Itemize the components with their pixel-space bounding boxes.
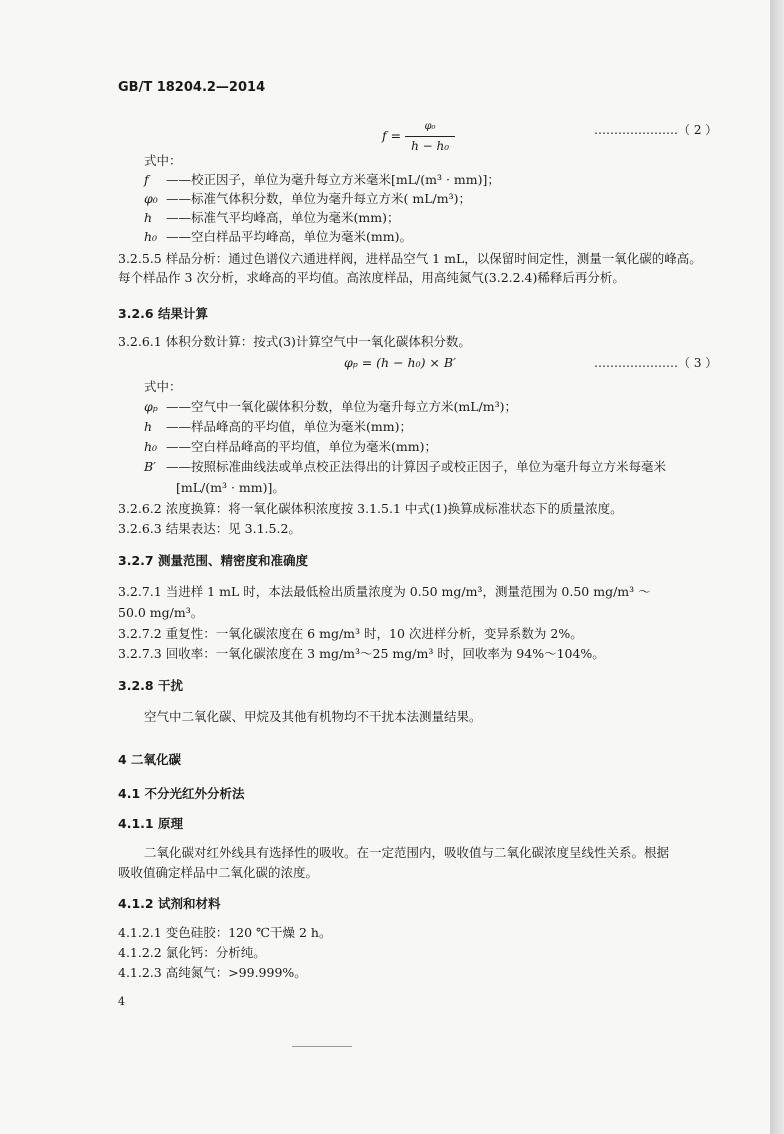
- heading-3-2-8: 3.2.8 干扰: [118, 678, 183, 693]
- heading-3-2-7: 3.2.7 测量范围、精密度和准确度: [118, 553, 308, 568]
- eq3-def-bprime-cont: [mL/(m³ · mm)]。: [176, 480, 285, 495]
- footer-rule: [292, 1046, 352, 1047]
- para-3-2-7-2: 3.2.7.2 重复性：一氧化碳浓度在 6 mg/m³ 时，10 次进样分析，变异系数为 2%。: [118, 626, 583, 641]
- heading-4-1-2: 4.1.2 试剂和材料: [118, 896, 221, 911]
- eq2-fraction: [405, 118, 455, 155]
- eq2-numerator: φ₀: [424, 121, 436, 132]
- heading-4-1-1: 4.1.1 原理: [118, 816, 183, 831]
- para-3-2-8: 空气中二氧化碳、甲烷及其他有机物均不干扰本法测量结果。: [144, 709, 482, 724]
- para-3-2-7-1-line2: 50.0 mg/m³。: [118, 605, 204, 620]
- eq3-def-h: h ——样品峰高的平均值，单位为毫米(mm)；: [144, 419, 412, 434]
- eq2-denominator: h − h₀: [405, 136, 455, 155]
- eq3-def-phip: φₚ ——空气中一氧化碳体积分数，单位为毫升每立方米(mL/m³)；: [144, 399, 517, 414]
- eq2-def-h: h ——标准气平均峰高，单位为毫米(mm)；: [144, 210, 400, 225]
- eq3-def-bprime: B′ ——按照标准曲线法或单点校正法得出的计算因子或校正因子，单位为毫升每立方米每毫米: [144, 459, 667, 474]
- eq2-def-f: f ——校正因子，单位为毫升每立方米毫米[mL/(m³ · mm)]；: [144, 172, 500, 187]
- scan-page-edge: [770, 0, 784, 1134]
- page-number: 4: [118, 995, 125, 1008]
- eq3-number: …………………（ 3 ）: [594, 356, 718, 370]
- para-3-2-7-1-line1: 3.2.7.1 当进样 1 mL 时，本法最低检出质量浓度为 0.50 mg/m³，测量范围为 0.50 mg/m³ ～: [118, 584, 651, 599]
- para-4-1-2-1: 4.1.2.1 变色硅胶：120 ℃干燥 2 h。: [118, 925, 332, 940]
- para-4-1-1-line1: 二氧化碳对红外线具有选择性的吸收。在一定范围内，吸收值与二氧化碳浓度呈线性关系。根据: [144, 845, 670, 860]
- para-3-2-6-3: 3.2.6.3 结果表达：见 3.1.5.2。: [118, 521, 301, 536]
- para-3-2-6-2: 3.2.6.2 浓度换算：将一氧化碳体积浓度按 3.1.5.1 中式(1)换算成标准状态下的质量浓度。: [118, 501, 623, 516]
- equation-2: [382, 118, 455, 155]
- heading-4-1: 4.1 不分光红外分析法: [118, 786, 245, 801]
- eq3-def-h0: h₀ ——空白样品峰高的平均值，单位为毫米(mm)；: [144, 439, 437, 454]
- equation-3: φₚ = (h − h₀) × B′: [344, 355, 456, 370]
- eq3-defs-intro: 式中：: [144, 379, 182, 394]
- para-3-2-5-5-line2: 每个样品作 3 次分析，求峰高的平均值。高浓度样品，用高纯氮气(3.2.2.4)稀释后再分析。: [118, 270, 625, 285]
- heading-3-2-6: 3.2.6 结果计算: [118, 306, 208, 321]
- eq2-def-h0: h₀ ——空白样品平均峰高，单位为毫米(mm)。: [144, 229, 412, 244]
- eq2-lhs: f =: [382, 128, 402, 143]
- heading-4: 4 二氧化碳: [118, 752, 182, 767]
- eq2-def-phi0: φ₀ ——标准气体积分数，单位为毫升每立方米( mL/m³)；: [144, 191, 471, 206]
- para-3-2-7-3: 3.2.7.3 回收率：一氧化碳浓度在 3 mg/m³～25 mg/m³ 时，回收率为 94%～104%。: [118, 646, 605, 661]
- eq2-defs-intro: 式中：: [144, 153, 182, 168]
- para-3-2-6-1: 3.2.6.1 体积分数计算：按式(3)计算空气中一氧化碳体积分数。: [118, 334, 471, 349]
- para-4-1-2-2: 4.1.2.2 氯化钙：分析纯。: [118, 945, 266, 960]
- eq2-number: …………………（ 2 ）: [594, 123, 718, 137]
- para-4-1-1-line2: 吸收值确定样品中二氧化碳的浓度。: [118, 865, 319, 880]
- para-4-1-2-3: 4.1.2.3 高纯氮气：>99.999%。: [118, 965, 307, 980]
- standard-code-header: GB/T 18204.2—2014: [118, 80, 266, 95]
- para-3-2-5-5-line1: 3.2.5.5 样品分析：通过色谱仪六通进样阀，进样品空气 1 mL，以保留时间定性，测量一氧化碳的峰高。: [118, 251, 702, 266]
